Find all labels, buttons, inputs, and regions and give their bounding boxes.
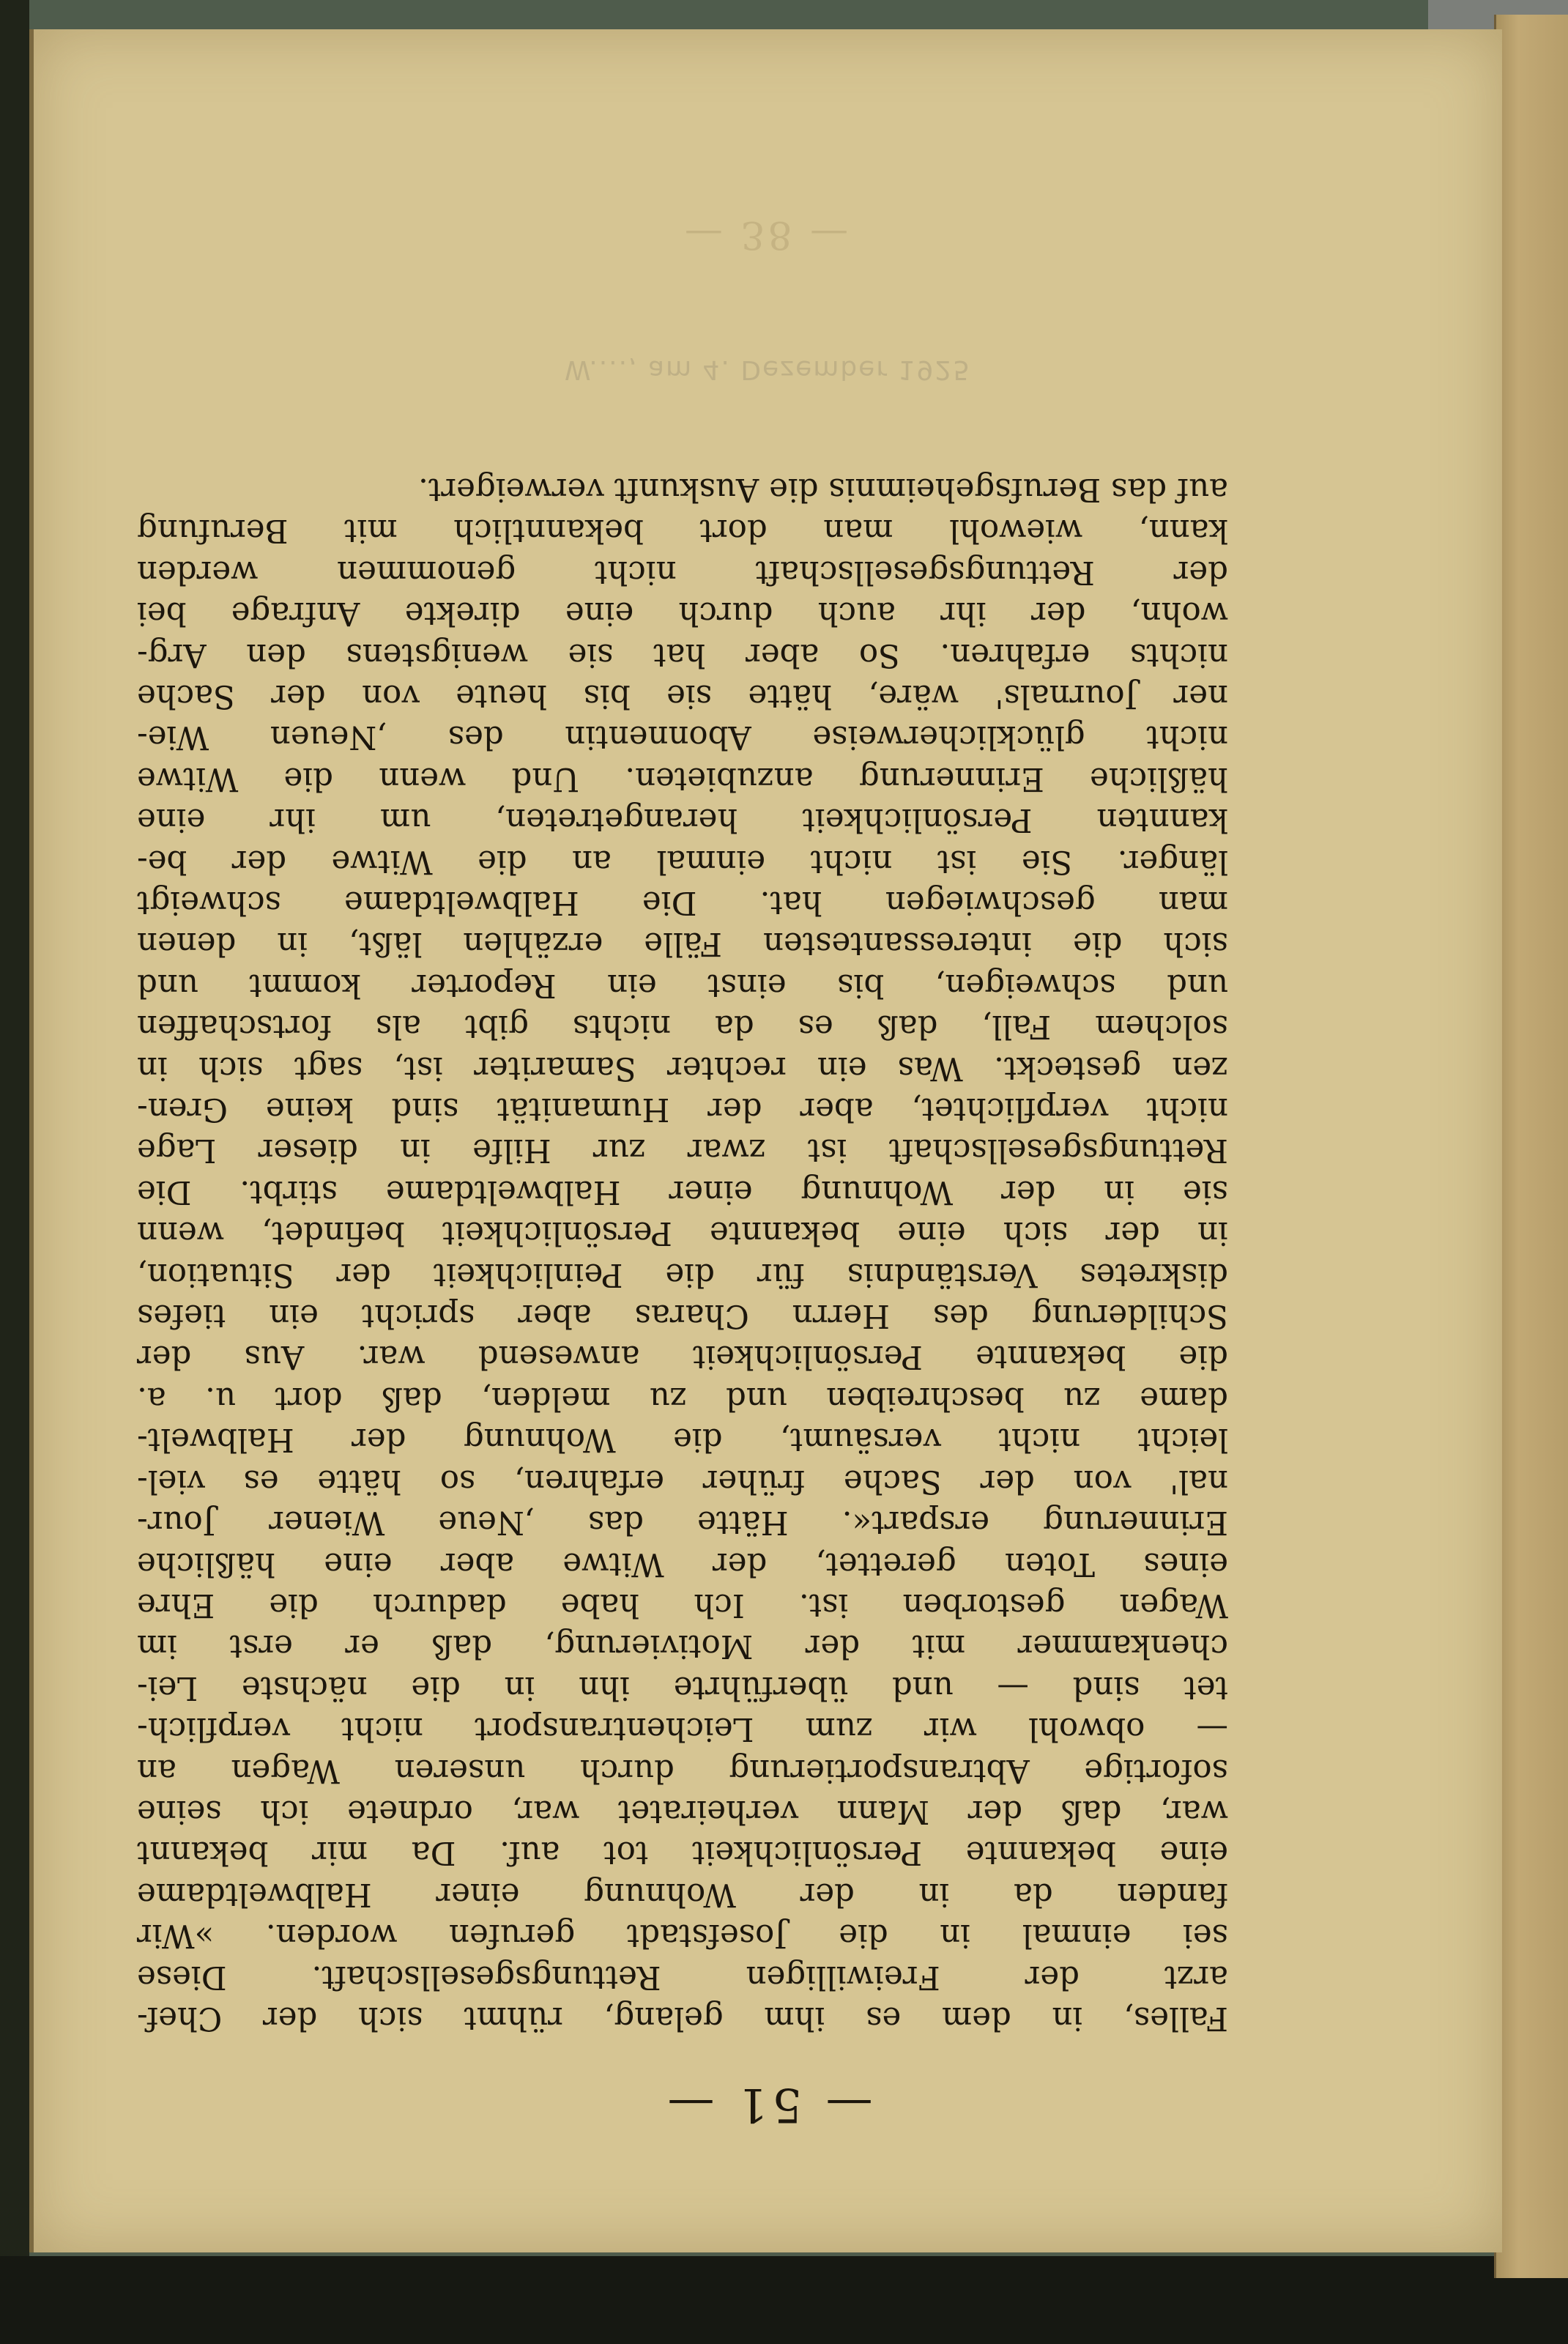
text-line: war, daß der Mann verheiratet war, ordnete ich seine [137, 1792, 1228, 1830]
text-line: kann, wiewohl man dort bekanntlich mit Berufung [137, 512, 1228, 549]
text-line: in der sich eine bekannte Persönlichkeit befindet, wenn [137, 1214, 1228, 1252]
next-page-edge [1494, 15, 1568, 2278]
text-line: sie in der Wohnung einer Halbweltdame stirbt. Die [137, 1173, 1228, 1210]
text-line: häßliche Erinnerung anzubieten. Und wenn die Witwe [137, 760, 1228, 797]
text-line: der Rettungsgesellschaft nicht genommen werden [137, 553, 1228, 590]
upside-down-content [34, 29, 1502, 2252]
text-line: sei einmal in die Josefstadt gerufen worden. »Wir [137, 1917, 1228, 1954]
text-line: fanden da in der Wohnung einer Halbweltdame [137, 1875, 1228, 1913]
text-line: leicht nicht versäumt, die Wohnung der Halbwelt- [137, 1421, 1228, 1458]
text-line: auf das Berufsgeheimnis die Auskunft verweigert. [418, 470, 1228, 508]
text-line: Falles, in dem es ihm gelang, rühmt sich der Chef- [137, 2000, 1228, 2036]
text-line: länger. Sie ist nicht einmal an die Witwe der be- [137, 842, 1228, 880]
text-line: solchem Fall, daß es da nichts gibt als fortschaffen [137, 1008, 1228, 1045]
book-page [29, 29, 1502, 2252]
text-line: chenkammer mit der Motivierung, daß er erst im [137, 1628, 1228, 1665]
text-line: arzt der Freiwilligen Rettungsgesellschaft. Diese [137, 1958, 1228, 1995]
text-line: Rettungsgesellschaft ist zwar zur Hilfe in dieser Lage [137, 1132, 1228, 1169]
text-line: man geschwiegen hat. Die Halbweltdame schweigt [137, 884, 1228, 921]
scanner-background-bottom [0, 2256, 1568, 2344]
text-line: nicht verpflichtet, aber der Humanität sind keine Gren- [137, 1091, 1228, 1128]
body-text [137, 469, 1228, 2039]
text-line: Erinnerung erspart«. Hätte das ‚Neue Wiener Jour- [137, 1504, 1228, 1541]
text-line: eines Toten gerettet, der Witwe aber eine häßliche [137, 1545, 1228, 1582]
text-line: ner Journals' wäre, hätte sie bis heute von der Sache [137, 678, 1228, 714]
text-line: eine bekannte Persönlichkeit tot auf. Da mir bekannt [137, 1834, 1228, 1872]
text-line: die bekannte Persönlichkeit anwesend war. Aus der [137, 1338, 1228, 1376]
scanner-background-left [0, 0, 29, 2344]
text-line: zen gesteckt. Was ein rechter Samariter ist, sagt sich in [137, 1049, 1228, 1086]
text-line: — obwohl wir zum Leichentransport nicht verpflich- [137, 1710, 1228, 1748]
text-line: und schweigen, bis einst ein Reporter kommt und [137, 966, 1228, 1004]
text-line: sofortige Abtransportierung durch unseren Wagen an [137, 1751, 1228, 1789]
text-line: Schilderung des Herrn Charas aber spricht ein tiefes [137, 1297, 1228, 1335]
page-number: — 51 — [663, 2077, 873, 2132]
bleed-through-page-number: — 38 — [684, 212, 852, 256]
faint-stamp: W...., am 4. Dezember 1925 [564, 355, 972, 385]
text-line: tet sind — und überführte ihn in die nächste Lei- [137, 1669, 1228, 1706]
text-line: kannten Persönlichkeit herangetreten, um ihr eine [137, 801, 1228, 839]
text-line: dame zu beschreiben und zu melden, daß dort u. a. [137, 1379, 1228, 1417]
text-line: wohn, der ihr auch durch eine direkte Anfrage bei [137, 595, 1228, 632]
text-line: sich die interessantesten Fälle erzählen läßt, in denen [137, 925, 1228, 963]
text-line: nichts erfahren. So aber hat sie wenigstens den Arg- [137, 636, 1228, 673]
text-line: nicht glücklicherweise Abonnentin des ‚Neuen Wie- [137, 719, 1228, 756]
text-line: nal' von der Sache früher erfahren, so hätte es viel- [137, 1462, 1228, 1499]
text-line: Wagen gestorben ist. Ich habe dadurch die Ehre [137, 1586, 1228, 1623]
text-line: diskretes Verständnis für die Peinlichkeit der Situation, [137, 1256, 1228, 1293]
